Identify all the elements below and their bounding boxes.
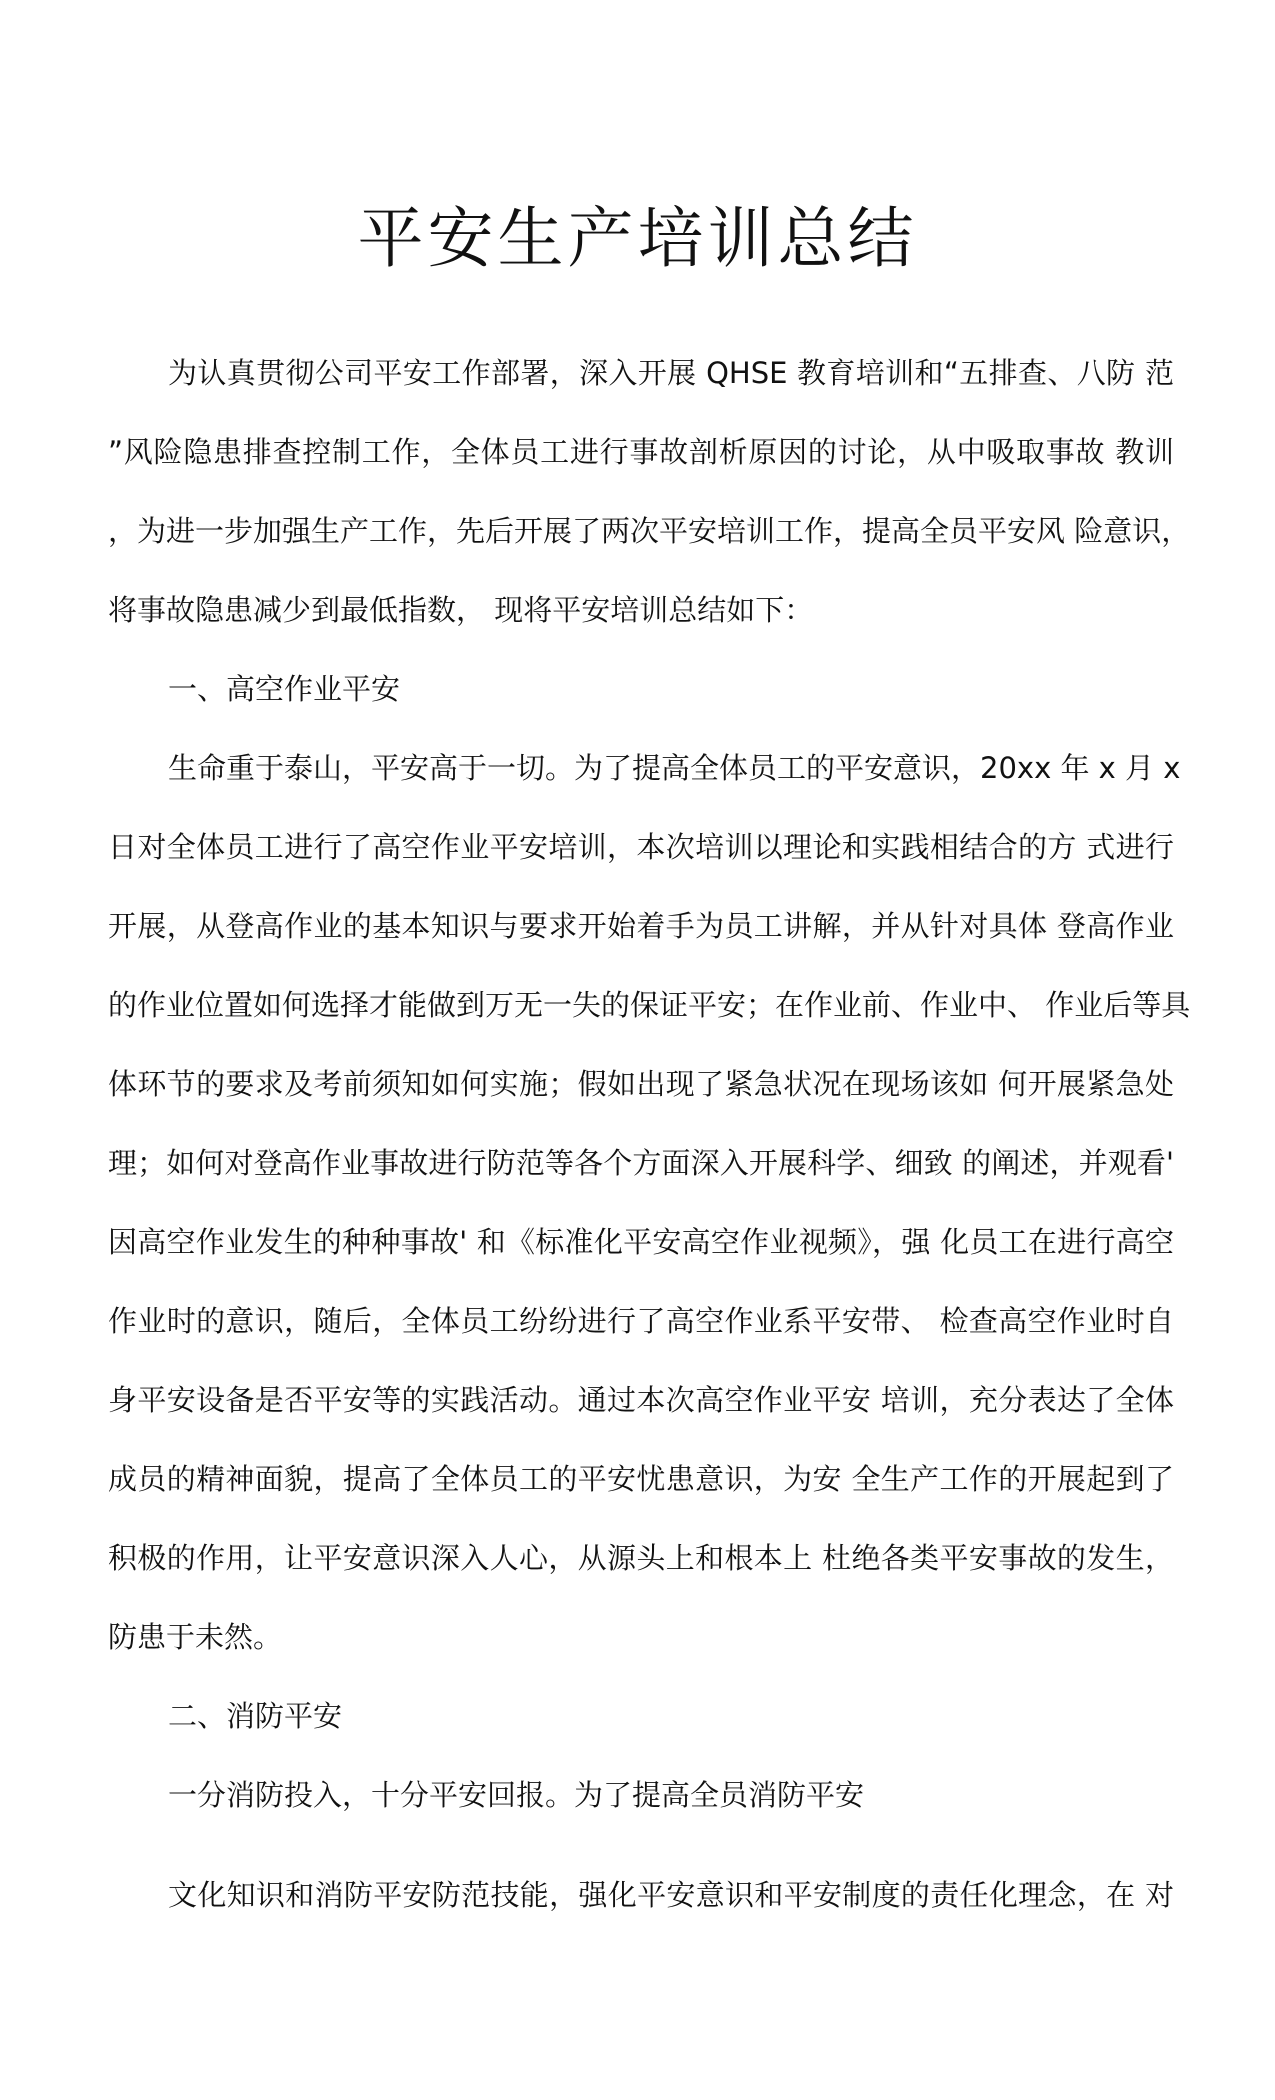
section-heading: 一、高空作业平安 xyxy=(168,672,401,706)
body-line: 身平安设备是否平安等的实践活动。通过本次高空作业平安 培训，充分表达了全体 xyxy=(108,1383,1174,1417)
body-line: 防患于未然。 xyxy=(108,1620,283,1654)
body-line: ”风险隐患排查控制工作，全体员工进行事故剖析原因的讨论，从中吸取事故 教训 xyxy=(108,435,1174,469)
section-heading: 二、消防平安 xyxy=(168,1699,343,1733)
body-line: 积极的作用，让平安意识深入人心，从源头上和根本上 杜绝各类平安事故的发生， xyxy=(108,1541,1174,1575)
body-line: 成员的精神面貌，提高了全体员工的平安忧患意识，为安 全生产工作的开展起到了 xyxy=(108,1462,1174,1496)
body-line: 的作业位置如何选择才能做到万无一失的保证平安；在作业前、作业中、 作业后等具 xyxy=(108,988,1191,1022)
body-line: 文化知识和消防平安防范技能，强化平安意识和平安制度的责任化理念，在 对 xyxy=(168,1878,1174,1912)
body-line: ，为进一步加强生产工作，先后开展了两次平安培训工作，提高全员平安风 险意识， xyxy=(108,514,1191,548)
body-line: 一分消防投入，十分平安回报。为了提高全员消防平安 xyxy=(168,1778,865,1812)
body-line: 生命重于泰山，平安高于一切。为了提高全体员工的平安意识，20xx 年 x 月 x xyxy=(168,751,1181,785)
document-title: 平安生产培训总结 xyxy=(357,200,918,277)
body-line: 开展，从登高作业的基本知识与要求开始着手为员工讲解，并从针对具体 登高作业 xyxy=(108,909,1174,943)
body-line: 为认真贯彻公司平安工作部署，深入开展 QHSE 教育培训和“五排查、八防 范 xyxy=(168,356,1174,390)
body-line: 理；如何对登高作业事故进行防范等各个方面深入开展科学、细致 的阐述，并观看' xyxy=(108,1146,1174,1180)
body-line: 将事故隐患减少到最低指数， 现将平安培训总结如下： xyxy=(108,593,814,627)
body-line: 因高空作业发生的种种事故' 和《标准化平安高空作业视频》，强 化员工在进行高空 xyxy=(108,1225,1174,1259)
body-line: 体环节的要求及考前须知如何实施；假如出现了紧急状况在现场该如 何开展紧急处 xyxy=(108,1067,1174,1101)
body-line: 日对全体员工进行了高空作业平安培训，本次培训以理论和实践相结合的方 式进行 xyxy=(108,830,1174,864)
body-line: 作业时的意识，随后，全体员工纷纷进行了高空作业系平安带、 检查高空作业时自 xyxy=(108,1304,1174,1338)
